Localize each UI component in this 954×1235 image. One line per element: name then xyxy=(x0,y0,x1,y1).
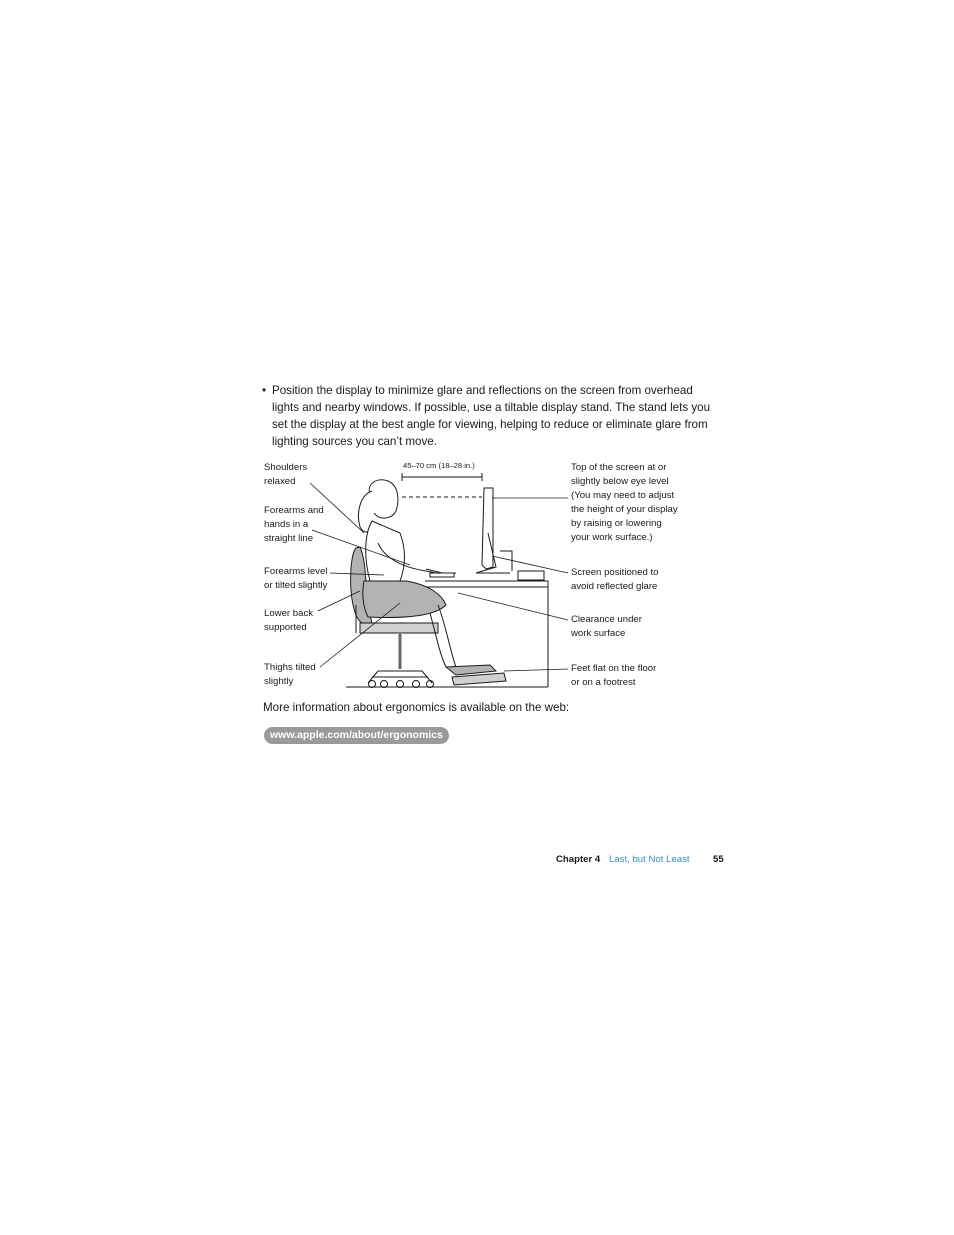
callout-thighs: Thighs tilted slightly xyxy=(264,662,316,687)
desk-box xyxy=(518,571,544,580)
bullet-dot: • xyxy=(262,384,267,397)
callout-shoulders: Shoulders relaxed xyxy=(264,462,308,487)
leader-glare xyxy=(492,556,568,573)
chair-wheel xyxy=(369,681,376,688)
bullet-text: Position the display to minimize glare and reflections on the screen from overhead lights and nearby windows. If possible, use a tiltable display stand. The stand lets you set the display at the best angle for viewing, helping to reduce or eliminate glare from lighting sources you can’t move. xyxy=(272,384,711,448)
more-info-text: More information about ergonomics is available on the web: xyxy=(263,701,570,714)
chair-wheel xyxy=(427,681,434,688)
leader-feet xyxy=(504,669,568,671)
keyboard xyxy=(430,573,454,577)
callout-feet: Feet flat on the floor or on a footrest xyxy=(571,663,657,688)
footer-chapter-title[interactable]: Last, but Not Least xyxy=(609,854,690,865)
person-thighs xyxy=(363,581,446,618)
callout-forearms-level: Forearms level or tilted slightly xyxy=(264,566,328,591)
footer-chapter: Chapter 4 xyxy=(556,854,601,865)
chair-wheel xyxy=(413,681,420,688)
leader-clearance xyxy=(458,593,568,620)
ergonomics-figure xyxy=(260,455,700,695)
chair-seat xyxy=(360,623,438,633)
distance-label: 45–70 cm (18–28 in.) xyxy=(403,461,475,470)
chair-base xyxy=(368,671,432,683)
callout-forearms-straight: Forearms and hands in a straight line xyxy=(264,505,324,544)
chair-wheel xyxy=(397,681,404,688)
monitor-screen xyxy=(482,488,493,569)
callout-clearance: Clearance under work surface xyxy=(571,614,642,639)
ergonomics-link[interactable]: www.apple.com/about/ergonomics xyxy=(264,727,449,744)
callout-screen-glare: Screen positioned to avoid reflected glare xyxy=(571,567,659,592)
callout-top-of-screen: Top of the screen at or slightly below eye level (You may need to adjust the height of your display by raising or lowering your work surface.) xyxy=(571,462,678,543)
callout-lower-back: Lower back supported xyxy=(264,608,314,633)
chair-wheel xyxy=(381,681,388,688)
person-head xyxy=(369,480,398,518)
person-feet xyxy=(446,665,496,675)
page-number: 55 xyxy=(713,854,724,865)
monitor-cable xyxy=(500,551,512,571)
